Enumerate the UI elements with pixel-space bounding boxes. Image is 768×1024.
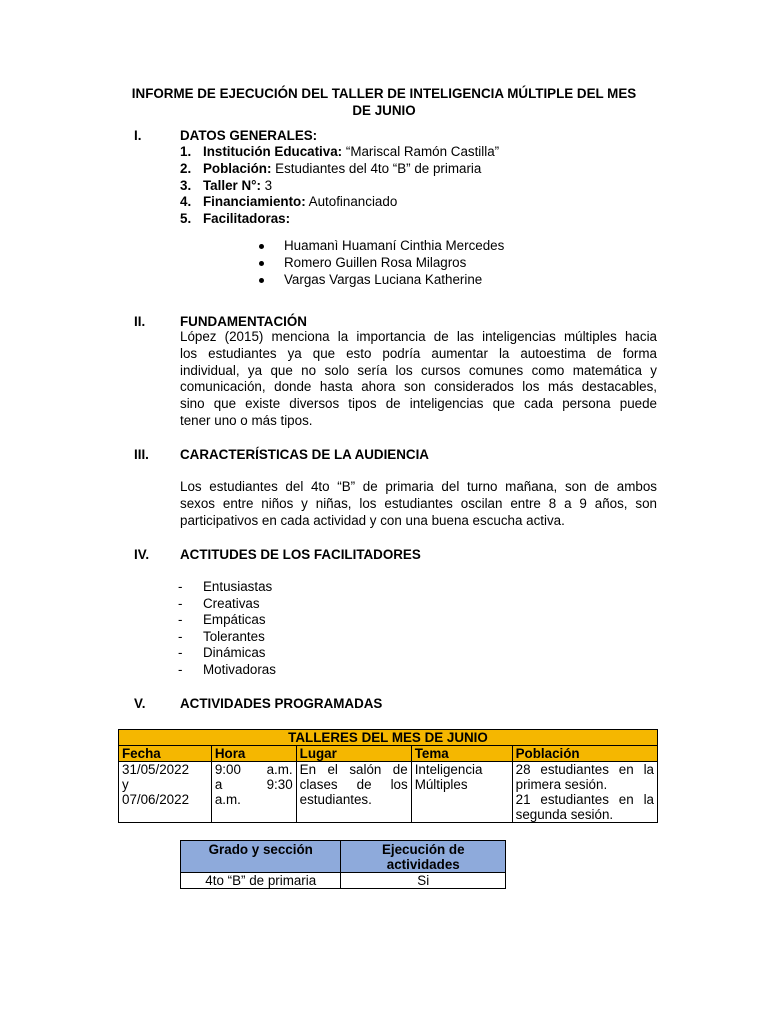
attitude-label: Empáticas xyxy=(203,612,266,627)
attitude-label: Creativas xyxy=(203,596,260,611)
execution-table xyxy=(180,840,506,889)
item-value: 3 xyxy=(260,178,273,193)
facilitator-item xyxy=(260,238,504,255)
cell-line: Múltiples xyxy=(414,777,468,792)
cell-line: En el salón de xyxy=(299,762,408,777)
section-2-heading xyxy=(134,313,307,330)
dash-marker: - xyxy=(178,629,183,644)
bullet-icon xyxy=(259,261,264,266)
table-header-row xyxy=(181,841,506,873)
workshops-table xyxy=(118,729,658,823)
section-number: I. xyxy=(134,128,142,143)
item-number: 1. xyxy=(180,144,192,159)
bullet-icon xyxy=(259,278,264,283)
cell-tema xyxy=(411,762,512,823)
section-number: V. xyxy=(134,696,146,711)
item-number: 4. xyxy=(180,194,192,209)
item-value: “Mariscal Ramón Castilla” xyxy=(342,144,500,159)
cell-line: 21 estudiantes en la xyxy=(515,792,654,807)
column-header: Lugar xyxy=(296,746,411,762)
attitude-label: Dinámicas xyxy=(203,645,266,660)
section-4-heading xyxy=(134,546,421,563)
dash-marker: - xyxy=(178,596,183,611)
header-line: Ejecución de xyxy=(381,842,465,857)
item-label: Institución Educativa: xyxy=(203,144,343,159)
section-3-heading xyxy=(134,446,429,463)
column-header: Hora xyxy=(211,746,296,762)
cell-line: 9:00 a.m. xyxy=(214,762,293,777)
general-data-item xyxy=(180,211,290,228)
paragraph-line: individual, ya que no solo sería los cursos comunes como matemática y xyxy=(180,362,657,378)
section-title: DATOS GENERALES: xyxy=(180,128,318,143)
document-title xyxy=(100,85,668,119)
attitude-item xyxy=(178,612,266,629)
attitude-item xyxy=(178,629,265,646)
cell-line: Inteligencia xyxy=(414,762,483,777)
section-number: IV. xyxy=(134,547,150,562)
item-label: Financiamiento: xyxy=(203,194,306,209)
section-5-heading xyxy=(134,695,382,712)
cell-line: 28 estudiantes en la xyxy=(515,762,654,777)
attitude-label: Tolerantes xyxy=(203,629,265,644)
facilitator-name: Huamanì Huamaní Cinthia Mercedes xyxy=(284,238,505,253)
fundamentacion-paragraph xyxy=(180,329,657,430)
column-header: Grado y sección xyxy=(181,841,341,873)
item-number: 5. xyxy=(180,211,192,226)
general-data-item xyxy=(180,161,481,178)
attitude-item xyxy=(178,596,260,613)
audience-paragraph xyxy=(180,479,657,529)
table-row xyxy=(181,873,506,889)
cell-line: segunda sesión. xyxy=(515,807,614,822)
general-data-item xyxy=(180,194,397,211)
item-label: Facilitadoras: xyxy=(203,211,291,226)
column-header: Población xyxy=(512,746,657,762)
attitude-item xyxy=(178,579,272,596)
cell-line: y xyxy=(122,777,129,792)
dash-marker: - xyxy=(178,579,183,594)
cell-grado: 4to “B” de primaria xyxy=(181,873,341,889)
header-line: actividades xyxy=(386,857,460,872)
paragraph-line: participativos en cada actividad y con una buena escucha activa. xyxy=(180,512,565,528)
paragraph-line: comunicación, donde hasta ahora son considerados los más destacables, xyxy=(180,379,657,395)
table-caption: TALLERES DEL MES DE JUNIO xyxy=(119,730,658,746)
dash-marker: - xyxy=(178,612,183,627)
paragraph-line: sino que existe diversos tipos de inteligencias que cada persona puede xyxy=(180,396,657,412)
table-header-row xyxy=(119,746,658,762)
title-line-2: DE JUNIO xyxy=(352,103,416,118)
cell-line: a 9:30 xyxy=(214,777,293,792)
paragraph-line: los estudiantes ya que esto podría aumentar la autoestima de forma xyxy=(180,345,657,361)
dash-marker: - xyxy=(178,662,183,677)
title-line-1: INFORME DE EJECUCIÓN DEL TALLER DE INTELIGENCIA MÚLTIPLE DEL MES xyxy=(131,86,637,101)
column-header xyxy=(341,841,506,873)
general-data-item xyxy=(180,144,499,161)
facilitator-name: Vargas Vargas Luciana Katherine xyxy=(284,272,483,287)
facilitator-name: Romero Guillen Rosa Milagros xyxy=(284,255,467,270)
attitude-label: Motivadoras xyxy=(203,662,276,677)
section-title: CARACTERÍSTICAS DE LA AUDIENCIA xyxy=(180,447,429,462)
item-value: Autofinanciado xyxy=(305,194,398,209)
cell-poblacion xyxy=(512,762,657,823)
item-label: Población: xyxy=(203,161,272,176)
item-number: 3. xyxy=(180,178,192,193)
item-value: Estudiantes del 4to “B” de primaria xyxy=(271,161,482,176)
cell-hora xyxy=(211,762,296,823)
facilitator-item xyxy=(260,272,482,289)
section-number: II. xyxy=(134,314,146,329)
general-data-item xyxy=(180,178,272,195)
cell-line: estudiantes. xyxy=(299,792,372,807)
attitude-item xyxy=(178,662,276,679)
item-number: 2. xyxy=(180,161,192,176)
column-header: Tema xyxy=(411,746,512,762)
bullet-icon xyxy=(259,244,264,249)
cell-ejecucion: Si xyxy=(341,873,506,889)
column-header: Fecha xyxy=(119,746,212,762)
facilitator-item xyxy=(260,255,466,272)
item-label: Taller N°: xyxy=(203,178,261,193)
cell-line: primera sesión. xyxy=(515,777,608,792)
paragraph-line: Los estudiantes del 4to “B” de primaria del turno mañana, son de ambos xyxy=(180,479,657,494)
dash-marker: - xyxy=(178,645,183,660)
cell-lugar xyxy=(296,762,411,823)
section-number: III. xyxy=(134,447,149,462)
paragraph-line: sexos entre niños y niñas, los estudiantes oscilan entre 8 a 9 años, son xyxy=(180,495,657,511)
section-1-heading xyxy=(134,127,317,144)
section-title: ACTITUDES DE LOS FACILITADORES xyxy=(180,547,421,562)
section-title: FUNDAMENTACIÓN xyxy=(180,314,307,329)
attitude-label: Entusiastas xyxy=(203,579,273,594)
cell-fecha xyxy=(119,762,212,823)
section-title: ACTIVIDADES PROGRAMADAS xyxy=(180,696,383,711)
cell-line: 31/05/2022 xyxy=(122,762,190,777)
cell-line: clases de los xyxy=(299,777,408,792)
table-row xyxy=(119,762,658,823)
cell-line: a.m. xyxy=(214,792,241,807)
paragraph-line: López (2015) menciona la importancia de las inteligencias múltiples hacia xyxy=(180,329,657,344)
attitude-item xyxy=(178,645,266,662)
paragraph-line: tener uno o más tipos. xyxy=(180,412,313,428)
cell-line: 07/06/2022 xyxy=(122,792,190,807)
